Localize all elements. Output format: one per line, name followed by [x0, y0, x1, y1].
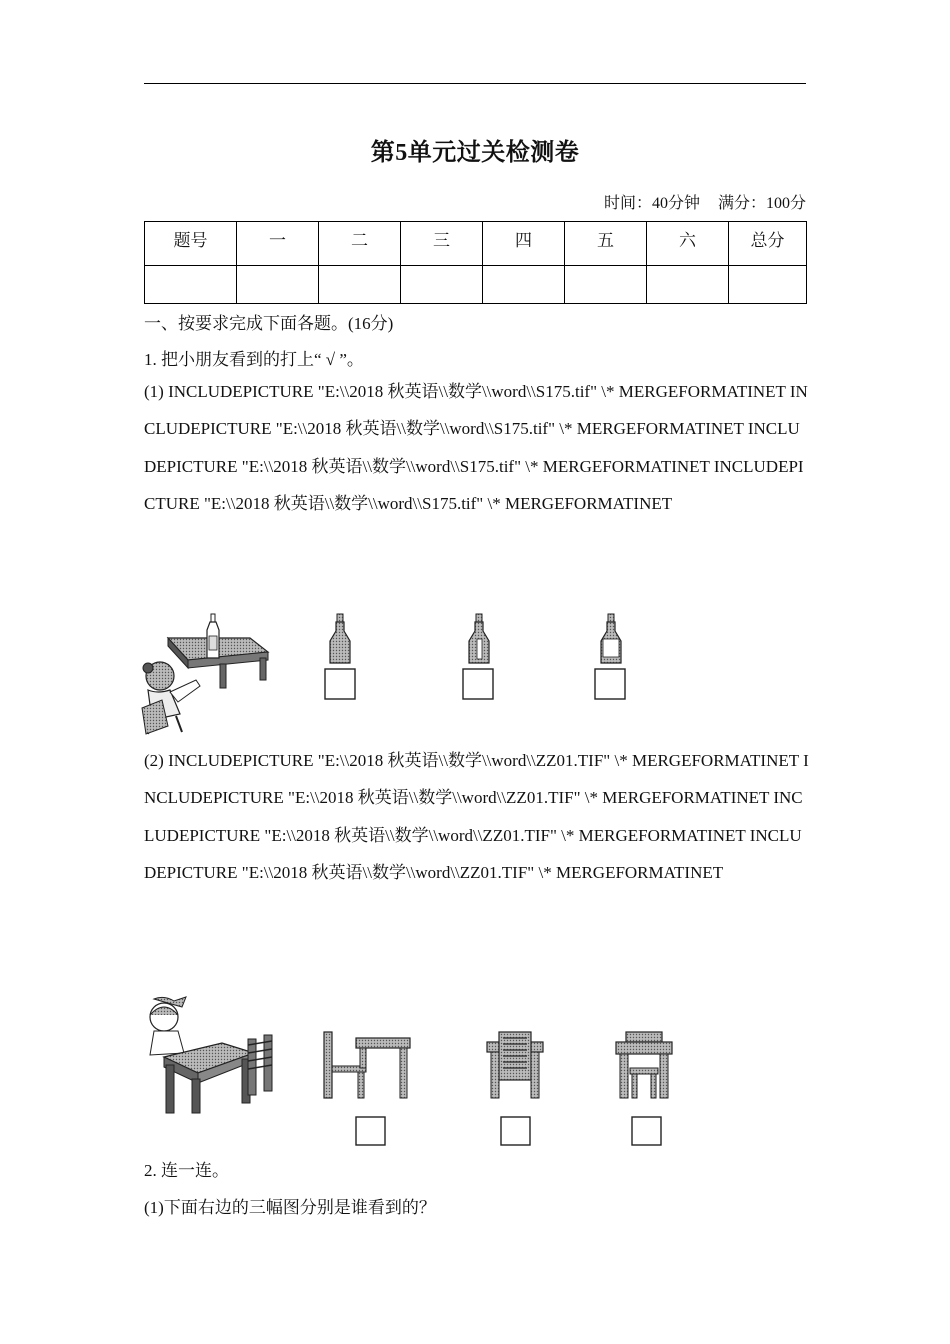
page-title: 第5单元过关检测卷 [370, 140, 580, 166]
front-view-desk-chair-icon [614, 1030, 674, 1102]
score-header-cell: 总分 [729, 222, 807, 266]
child-at-table-bottle-illustration [140, 608, 285, 738]
question-2-label: 2. 连一连。 [144, 1161, 229, 1180]
question-1-label: 1. 把小朋友看到的打上“ √ ”。 [144, 350, 364, 369]
answer-checkbox[interactable] [325, 669, 355, 699]
score-table [144, 221, 807, 304]
score-header-cell: 一 [237, 222, 319, 266]
score-table-header-row [145, 222, 807, 266]
answer-checkbox[interactable] [463, 669, 493, 699]
score-table-score-row [145, 266, 807, 304]
exam-meta [604, 190, 806, 213]
score-header-cell: 三 [401, 222, 483, 266]
score-cell[interactable] [565, 266, 647, 304]
score-cell[interactable] [483, 266, 565, 304]
bottle-view-c-icon [591, 613, 631, 703]
section-1-heading: 一、按要求完成下面各题。(16分) [144, 314, 394, 333]
score-header-cell: 五 [565, 222, 647, 266]
score-cell[interactable] [401, 266, 483, 304]
time-limit: 时间：40分钟 [603, 195, 700, 212]
bottle-view-a-icon [320, 613, 360, 703]
side-view-chair-desk-icon [322, 1030, 414, 1102]
score-cell[interactable] [145, 266, 237, 304]
question-1-part-2-text: (2) INCLUDEPICTURE "E:\\2018 秋英语\\数学\\word\\ZZ01.TIF" \* MERGEFORMATINET INCLUDEPICTURE "E:\\2018 秋英语\\数学\\word\\ZZ01.TIF" \* MERGEFORMATINET INCLUDEPICTURE "E:\\2018 秋英语\\数学\\word\\ZZ01.TIF" \* MERGEFORMATINET INCLUDEPICTURE "E:\\2018 秋英语\\数学\\word\\ZZ01.TIF" \* MERGEFORMATINET [144, 751, 809, 882]
score-cell[interactable] [647, 266, 729, 304]
score-header-cell: 六 [647, 222, 729, 266]
answer-checkbox[interactable] [631, 1116, 663, 1148]
answer-checkbox[interactable] [500, 1116, 532, 1148]
header-rule [144, 83, 806, 84]
child-desk-chair-illustration [142, 995, 277, 1117]
answer-checkbox[interactable] [595, 669, 625, 699]
question-2-part-1-text: (1)下面右边的三幅图分别是谁看到的？ [144, 1198, 436, 1217]
score-cell[interactable] [237, 266, 319, 304]
score-cell[interactable] [729, 266, 807, 304]
score-cell[interactable] [319, 266, 401, 304]
back-view-chair-icon [485, 1030, 545, 1102]
score-header-cell: 题号 [145, 222, 237, 266]
bottle-view-b-icon [459, 613, 499, 703]
score-header-cell: 二 [319, 222, 401, 266]
answer-checkbox[interactable] [355, 1116, 387, 1148]
full-score: 满分：100分 [717, 195, 806, 212]
score-header-cell: 四 [483, 222, 565, 266]
question-1-part-1-text: (1) INCLUDEPICTURE "E:\\2018 秋英语\\数学\\word\\S175.tif" \* MERGEFORMATINET INCLUDEPICTURE "E:\\2018 秋英语\\数学\\word\\S175.tif" \* MERGEFORMATINET INCLUDEPICTURE "E:\\2018 秋英语\\数学\\word\\S175.tif" \* MERGEFORMATINET INCLUDEPICTURE "E:\\2018 秋英语\\数学\\word\\S175.tif" \* MERGEFORMATINET [144, 382, 808, 513]
